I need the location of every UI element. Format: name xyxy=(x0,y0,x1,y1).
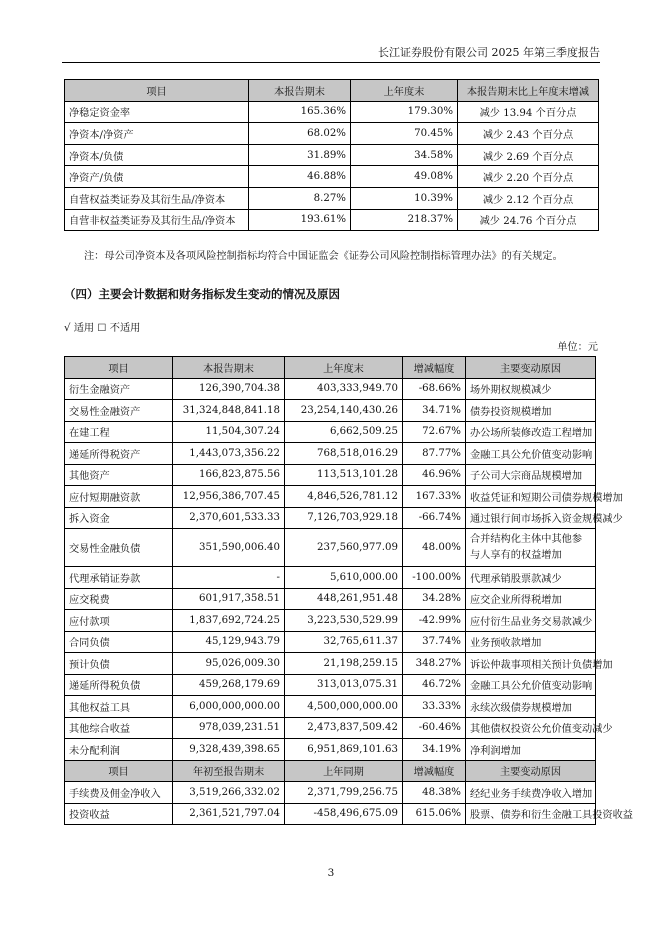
prior-value-cell: 70.45% xyxy=(351,123,458,145)
reason-cell: 经纪业务手续费净收入增加 xyxy=(466,782,596,804)
current-value-cell: 68.02% xyxy=(249,123,351,145)
report-header: 长江证券股份有限公司 2025 年第三季度报告 xyxy=(378,46,600,59)
prior-value-cell: 3,223,530,529.99 xyxy=(285,610,403,632)
column-header: 上年同期 xyxy=(285,760,403,782)
prior-value-cell: 2,473,837,509.42 xyxy=(285,717,403,739)
header-divider xyxy=(62,62,600,63)
change-cell: 减少 2.20 个百分点 xyxy=(458,166,599,188)
item-cell: 在建工程 xyxy=(65,421,173,443)
current-value-cell: 2,361,521,797.04 xyxy=(173,803,285,825)
applicability-checkbox xyxy=(64,319,140,334)
current-value-cell: 1,443,073,356.22 xyxy=(173,443,285,465)
prior-value-cell: 32,765,611.37 xyxy=(285,631,403,653)
prior-value-cell: 237,560,977.09 xyxy=(285,529,403,567)
reason-cell: 金融工具公允价值变动影响 xyxy=(466,443,596,465)
reason-cell: 收益凭证和短期公司债券规模增加 xyxy=(466,486,596,508)
table-row xyxy=(65,464,596,486)
table-row xyxy=(65,443,596,465)
prior-value-cell: 768,518,016.29 xyxy=(285,443,403,465)
table-subheader-row xyxy=(65,760,596,782)
section-title: （四）主要会计数据和财务指标发生变动的情况及原因 xyxy=(64,287,340,301)
column-header: 上年度末 xyxy=(351,80,458,102)
item-cell: 自营非权益类证券及其衍生品/净资本 xyxy=(65,209,249,231)
item-cell: 应交税费 xyxy=(65,588,173,610)
item-cell: 递延所得税负债 xyxy=(65,674,173,696)
prior-value-cell: 21,198,259.15 xyxy=(285,653,403,675)
change-cell: 减少 2.43 个百分点 xyxy=(458,123,599,145)
reason-cell: 其他债权投资公允价值变动减少 xyxy=(466,717,596,739)
prior-value-cell: 10.39% xyxy=(351,187,458,209)
column-header: 上年度末 xyxy=(285,357,403,379)
current-value-cell: 978,039,231.51 xyxy=(173,717,285,739)
reason-cell: 金融工具公允价值变动影响 xyxy=(466,674,596,696)
current-value-cell: 351,590,006.40 xyxy=(173,529,285,567)
item-cell: 衍生金融资产 xyxy=(65,378,173,400)
current-value-cell: 601,917,358.51 xyxy=(173,588,285,610)
current-value-cell: 46.88% xyxy=(249,166,351,188)
reason-cell: 代理承销股票款减少 xyxy=(466,567,596,589)
current-value-cell: 45,129,943.79 xyxy=(173,631,285,653)
prior-value-cell: 403,333,949.70 xyxy=(285,378,403,400)
prior-value-cell: 113,513,101.28 xyxy=(285,464,403,486)
unit-label: 单位：元 xyxy=(557,342,598,353)
prior-value-cell: 448,261,951.48 xyxy=(285,588,403,610)
change-rate-cell: 34.19% xyxy=(403,739,466,761)
item-cell: 其他综合收益 xyxy=(65,717,173,739)
unchecked-label: 不适用 xyxy=(109,323,141,334)
change-rate-cell: 48.38% xyxy=(403,782,466,804)
current-value-cell: 165.36% xyxy=(249,101,351,123)
table-header-row xyxy=(65,357,596,379)
checked-label: 适用 xyxy=(73,323,95,334)
current-value-cell: 166,823,875.56 xyxy=(173,464,285,486)
column-header: 增减幅度 xyxy=(403,760,466,782)
column-header: 项目 xyxy=(65,357,173,379)
reason-cell: 业务预收款增加 xyxy=(466,631,596,653)
change-rate-cell: 34.28% xyxy=(403,588,466,610)
financial-change-table xyxy=(64,356,633,825)
change-rate-cell: 46.72% xyxy=(403,674,466,696)
table-row xyxy=(65,166,599,188)
change-rate-cell: 33.33% xyxy=(403,696,466,718)
change-rate-cell: 87.77% xyxy=(403,443,466,465)
table-row xyxy=(65,400,596,422)
change-cell: 减少 2.12 个百分点 xyxy=(458,187,599,209)
change-rate-cell: 48.00% xyxy=(403,529,466,567)
table-row xyxy=(65,610,596,632)
column-header: 项目 xyxy=(65,80,249,102)
prior-value-cell: -458,496,675.09 xyxy=(285,803,403,825)
item-cell: 净资产/负债 xyxy=(65,166,249,188)
table-row xyxy=(65,653,596,675)
table-row xyxy=(65,803,596,825)
column-header: 主要变动原因 xyxy=(466,357,596,379)
checked-mark: √ xyxy=(64,323,71,334)
change-rate-cell: 34.71% xyxy=(403,400,466,422)
change-rate-cell: -68.66% xyxy=(403,378,466,400)
reason-cell: 办公场所装修改造工程增加 xyxy=(466,421,596,443)
item-cell: 其他权益工具 xyxy=(65,696,173,718)
change-rate-cell: -100.00% xyxy=(403,567,466,589)
prior-value-cell: 5,610,000.00 xyxy=(285,567,403,589)
table-row xyxy=(65,123,599,145)
item-cell: 预计负债 xyxy=(65,653,173,675)
current-value-cell: 8.27% xyxy=(249,187,351,209)
current-value-cell: 193.61% xyxy=(249,209,351,231)
column-header: 增减幅度 xyxy=(403,357,466,379)
current-value-cell: 126,390,704.38 xyxy=(173,378,285,400)
item-cell: 净稳定资金率 xyxy=(65,101,249,123)
item-cell: 交易性金融资产 xyxy=(65,400,173,422)
change-rate-cell: 615.06% xyxy=(403,803,466,825)
current-value-cell: 1,837,692,724.25 xyxy=(173,610,285,632)
current-value-cell: 459,268,179.69 xyxy=(173,674,285,696)
item-cell: 自营权益类证券及其衍生品/净资本 xyxy=(65,187,249,209)
item-cell: 交易性金融负债 xyxy=(65,529,173,567)
column-header: 本报告期末比上年度末增减 xyxy=(458,80,599,102)
table-row xyxy=(65,588,596,610)
column-header: 本报告期末 xyxy=(173,357,285,379)
item-cell: 手续费及佣金净收入 xyxy=(65,782,173,804)
reason-cell: 合并结构化主体中其他参与人享有的权益增加 xyxy=(466,529,596,567)
change-rate-cell: -60.46% xyxy=(403,717,466,739)
reason-cell: 永续次级债券规模增加 xyxy=(466,696,596,718)
table-row xyxy=(65,631,596,653)
risk-indicator-table xyxy=(64,79,599,231)
prior-value-cell: 179.30% xyxy=(351,101,458,123)
prior-value-cell: 6,951,869,101.63 xyxy=(285,739,403,761)
item-cell: 应付款项 xyxy=(65,610,173,632)
current-value-cell: 11,504,307.24 xyxy=(173,421,285,443)
change-rate-cell: 46.96% xyxy=(403,464,466,486)
current-value-cell: - xyxy=(173,567,285,589)
reason-cell: 通过银行间市场拆入资金规模减少 xyxy=(466,507,596,529)
table-row xyxy=(65,421,596,443)
prior-value-cell: 4,846,526,781.12 xyxy=(285,486,403,508)
prior-value-cell: 49.08% xyxy=(351,166,458,188)
prior-value-cell: 7,126,703,929.18 xyxy=(285,507,403,529)
item-cell: 净资本/净资产 xyxy=(65,123,249,145)
reason-cell: 子公司大宗商品规模增加 xyxy=(466,464,596,486)
table-row xyxy=(65,187,599,209)
prior-value-cell: 34.58% xyxy=(351,144,458,166)
change-rate-cell: 72.67% xyxy=(403,421,466,443)
column-header: 主要变动原因 xyxy=(466,760,596,782)
reason-cell: 应交企业所得税增加 xyxy=(466,588,596,610)
item-cell: 其他资产 xyxy=(65,464,173,486)
reason-cell: 净利润增加 xyxy=(466,739,596,761)
prior-value-cell: 4,500,000,000.00 xyxy=(285,696,403,718)
change-cell: 减少 24.76 个百分点 xyxy=(458,209,599,231)
table-row xyxy=(65,782,596,804)
prior-value-cell: 2,371,799,256.75 xyxy=(285,782,403,804)
current-value-cell: 2,370,601,533.33 xyxy=(173,507,285,529)
reason-cell: 股票、债券和衍生金融工具投资收益 xyxy=(466,803,596,825)
item-cell: 合同负债 xyxy=(65,631,173,653)
reason-cell: 应付衍生品业务交易款减少 xyxy=(466,610,596,632)
prior-value-cell: 23,254,140,430.26 xyxy=(285,400,403,422)
column-header: 年初至报告期末 xyxy=(173,760,285,782)
item-cell: 未分配利润 xyxy=(65,739,173,761)
prior-value-cell: 218.37% xyxy=(351,209,458,231)
table-row xyxy=(65,739,596,761)
current-value-cell: 95,026,009.30 xyxy=(173,653,285,675)
item-cell: 投资收益 xyxy=(65,803,173,825)
change-rate-cell: 167.33% xyxy=(403,486,466,508)
item-cell: 净资本/负债 xyxy=(65,144,249,166)
column-header: 项目 xyxy=(65,760,173,782)
table-row xyxy=(65,674,596,696)
current-value-cell: 6,000,000,000.00 xyxy=(173,696,285,718)
item-cell: 拆入资金 xyxy=(65,507,173,529)
current-value-cell: 3,519,266,332.02 xyxy=(173,782,285,804)
change-cell: 减少 2.69 个百分点 xyxy=(458,144,599,166)
change-rate-cell: -42.99% xyxy=(403,610,466,632)
column-header: 本报告期末 xyxy=(249,80,351,102)
current-value-cell: 9,328,439,398.65 xyxy=(173,739,285,761)
current-value-cell: 12,956,386,707.45 xyxy=(173,486,285,508)
table-row xyxy=(65,507,596,529)
prior-value-cell: 6,662,509.25 xyxy=(285,421,403,443)
change-cell: 减少 13.94 个百分点 xyxy=(458,101,599,123)
footnote: 注：母公司净资本及各项风险控制指标均符合中国证监会《证券公司风险控制指标管理办法》的有关规定。 xyxy=(84,251,563,262)
current-value-cell: 31.89% xyxy=(249,144,351,166)
reason-cell: 场外期权规模减少 xyxy=(466,378,596,400)
change-rate-cell: 348.27% xyxy=(403,653,466,675)
table-row xyxy=(65,486,596,508)
item-cell: 代理承销证券款 xyxy=(65,567,173,589)
item-cell: 应付短期融资款 xyxy=(65,486,173,508)
table-row xyxy=(65,696,596,718)
table-row xyxy=(65,144,599,166)
reason-cell: 诉讼仲裁事项相关预计负债增加 xyxy=(466,653,596,675)
table-row xyxy=(65,529,596,567)
table-row xyxy=(65,209,599,231)
table-header-row xyxy=(65,80,599,102)
page-number: 3 xyxy=(327,867,335,879)
table-row xyxy=(65,378,596,400)
prior-value-cell: 313,013,075.31 xyxy=(285,674,403,696)
table-row xyxy=(65,101,599,123)
change-rate-cell: -66.74% xyxy=(403,507,466,529)
table-row xyxy=(65,567,596,589)
reason-cell: 债券投资规模增加 xyxy=(466,400,596,422)
item-cell: 递延所得税资产 xyxy=(65,443,173,465)
table-row xyxy=(65,717,596,739)
change-rate-cell: 37.74% xyxy=(403,631,466,653)
unchecked-box-icon: ☐ xyxy=(97,323,107,334)
current-value-cell: 31,324,848,841.18 xyxy=(173,400,285,422)
